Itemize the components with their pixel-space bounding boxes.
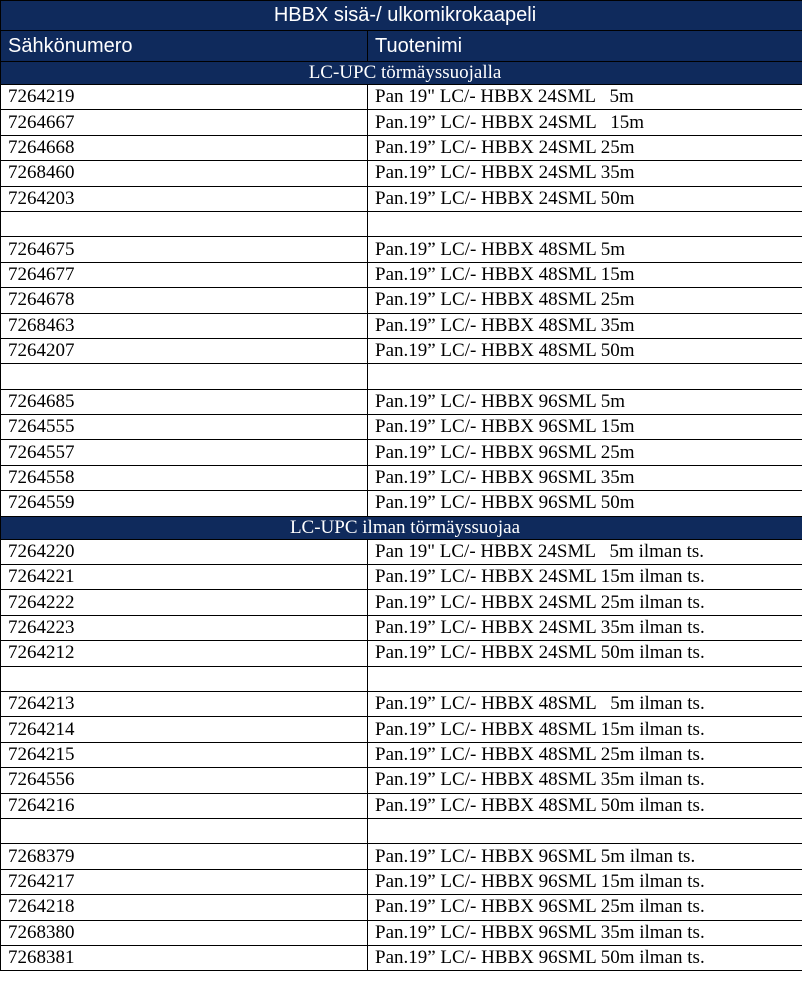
table-row — [1, 945, 802, 970]
tuotenimi-cell: Pan.19” LC/- HBBX 96SML 35m ilman ts. — [368, 920, 802, 945]
sahkonumero-cell: 7264555 — [1, 415, 368, 440]
tuotenimi-cell: Pan.19” LC/- HBBX 96SML 50m — [368, 491, 802, 516]
table-row — [1, 844, 802, 869]
table-row — [1, 920, 802, 945]
tuotenimi-cell: Pan.19” LC/- HBBX 96SML 5m ilman ts. — [368, 844, 802, 869]
table-row — [1, 615, 802, 640]
table-row — [1, 895, 802, 920]
tuotenimi-cell: Pan.19” LC/- HBBX 24SML 15m ilman ts. — [368, 565, 802, 590]
table-row — [1, 539, 802, 564]
sahkonumero-cell: 7264222 — [1, 590, 368, 615]
section-header-row — [1, 62, 802, 85]
table-row — [1, 768, 802, 793]
table-row — [1, 590, 802, 615]
tuotenimi-cell: Pan 19" LC/- HBBX 24SML 5m — [368, 85, 802, 110]
tuotenimi-cell: Pan.19” LC/- HBBX 24SML 35m — [368, 161, 802, 186]
section-header-row — [1, 516, 802, 539]
tuotenimi-cell: Pan.19” LC/- HBBX 96SML 35m — [368, 465, 802, 490]
section-title: LC-UPC ilman törmäyssuojaa — [1, 516, 802, 539]
tuotenimi-cell: Pan.19” LC/- HBBX 24SML 50m ilman ts. — [368, 641, 802, 666]
tuotenimi-cell: Pan 19" LC/- HBBX 24SML 5m ilman ts. — [368, 539, 802, 564]
table-row — [1, 717, 802, 742]
tuotenimi-cell: Pan.19” LC/- HBBX 24SML 25m ilman ts. — [368, 590, 802, 615]
table-row — [1, 641, 802, 666]
table-row — [1, 691, 802, 716]
blank-row — [1, 211, 802, 236]
tuotenimi-cell: Pan.19” LC/- HBBX 24SML 50m — [368, 186, 802, 211]
title-row — [1, 1, 802, 31]
sahkonumero-cell: 7264223 — [1, 615, 368, 640]
sahkonumero-cell: 7264221 — [1, 565, 368, 590]
blank-row — [1, 818, 802, 843]
tuotenimi-cell: Pan.19” LC/- HBBX 48SML 25m ilman ts. — [368, 742, 802, 767]
table-row — [1, 186, 802, 211]
blank-row — [1, 666, 802, 691]
sahkonumero-cell — [1, 364, 368, 389]
sahkonumero-cell: 7264668 — [1, 135, 368, 160]
table-row — [1, 338, 802, 363]
table-row — [1, 869, 802, 894]
sahkonumero-cell: 7268379 — [1, 844, 368, 869]
tuotenimi-cell: Pan.19” LC/- HBBX 24SML 15m — [368, 110, 802, 135]
sahkonumero-cell — [1, 818, 368, 843]
sahkonumero-cell: 7264213 — [1, 691, 368, 716]
tuotenimi-cell: Pan.19” LC/- HBBX 24SML 25m — [368, 135, 802, 160]
sahkonumero-cell: 7264219 — [1, 85, 368, 110]
table-row — [1, 742, 802, 767]
tuotenimi-cell: Pan.19” LC/- HBBX 48SML 35m — [368, 313, 802, 338]
tuotenimi-cell: Pan.19” LC/- HBBX 48SML 5m ilman ts. — [368, 691, 802, 716]
tuotenimi-cell — [368, 211, 802, 236]
sahkonumero-cell: 7264203 — [1, 186, 368, 211]
header-sahkonumero: Sähkönumero — [1, 31, 368, 62]
tuotenimi-cell: Pan.19” LC/- HBBX 96SML 25m ilman ts. — [368, 895, 802, 920]
tuotenimi-cell: Pan.19” LC/- HBBX 48SML 50m — [368, 338, 802, 363]
table-row — [1, 85, 802, 110]
table-row — [1, 135, 802, 160]
table-row — [1, 313, 802, 338]
tuotenimi-cell: Pan.19” LC/- HBBX 48SML 5m — [368, 237, 802, 262]
table-row — [1, 389, 802, 414]
table-row — [1, 262, 802, 287]
sahkonumero-cell — [1, 666, 368, 691]
sahkonumero-cell — [1, 211, 368, 236]
sahkonumero-cell: 7268463 — [1, 313, 368, 338]
sahkonumero-cell: 7264207 — [1, 338, 368, 363]
tuotenimi-cell: Pan.19” LC/- HBBX 48SML 35m ilman ts. — [368, 768, 802, 793]
tuotenimi-cell: Pan.19” LC/- HBBX 96SML 15m — [368, 415, 802, 440]
sahkonumero-cell: 7264677 — [1, 262, 368, 287]
blank-row — [1, 364, 802, 389]
sahkonumero-cell: 7268380 — [1, 920, 368, 945]
table-row — [1, 237, 802, 262]
header-tuotenimi: Tuotenimi — [368, 31, 802, 62]
sahkonumero-cell: 7264678 — [1, 288, 368, 313]
tuotenimi-cell — [368, 818, 802, 843]
tuotenimi-cell: Pan.19” LC/- HBBX 96SML 15m ilman ts. — [368, 869, 802, 894]
sahkonumero-cell: 7264559 — [1, 491, 368, 516]
table-row — [1, 465, 802, 490]
sahkonumero-cell: 7264558 — [1, 465, 368, 490]
table-row — [1, 491, 802, 516]
table-row — [1, 565, 802, 590]
header-row — [1, 31, 802, 62]
table-row — [1, 110, 802, 135]
tuotenimi-cell: Pan.19” LC/- HBBX 48SML 15m ilman ts. — [368, 717, 802, 742]
table-row — [1, 288, 802, 313]
sahkonumero-cell: 7264218 — [1, 895, 368, 920]
tuotenimi-cell: Pan.19” LC/- HBBX 48SML 50m ilman ts. — [368, 793, 802, 818]
sahkonumero-cell: 7264216 — [1, 793, 368, 818]
section-title: LC-UPC törmäyssuojalla — [1, 62, 802, 85]
tuotenimi-cell — [368, 364, 802, 389]
table-row — [1, 440, 802, 465]
table-row — [1, 415, 802, 440]
sahkonumero-cell: 7264557 — [1, 440, 368, 465]
tuotenimi-cell: Pan.19” LC/- HBBX 96SML 25m — [368, 440, 802, 465]
sahkonumero-cell: 7264217 — [1, 869, 368, 894]
tuotenimi-cell: Pan.19” LC/- HBBX 24SML 35m ilman ts. — [368, 615, 802, 640]
sahkonumero-cell: 7268381 — [1, 945, 368, 970]
sahkonumero-cell: 7264220 — [1, 539, 368, 564]
tuotenimi-cell: Pan.19” LC/- HBBX 48SML 25m — [368, 288, 802, 313]
sahkonumero-cell: 7268460 — [1, 161, 368, 186]
tuotenimi-cell: Pan.19” LC/- HBBX 48SML 15m — [368, 262, 802, 287]
table-row — [1, 161, 802, 186]
sahkonumero-cell: 7264667 — [1, 110, 368, 135]
sahkonumero-cell: 7264214 — [1, 717, 368, 742]
tuotenimi-cell: Pan.19” LC/- HBBX 96SML 50m ilman ts. — [368, 945, 802, 970]
sahkonumero-cell: 7264556 — [1, 768, 368, 793]
sahkonumero-cell: 7264675 — [1, 237, 368, 262]
sahkonumero-cell: 7264212 — [1, 641, 368, 666]
tuotenimi-cell — [368, 666, 802, 691]
table-row — [1, 793, 802, 818]
table-title: HBBX sisä-/ ulkomikrokaapeli — [1, 1, 802, 31]
tuotenimi-cell: Pan.19” LC/- HBBX 96SML 5m — [368, 389, 802, 414]
sahkonumero-cell: 7264215 — [1, 742, 368, 767]
sahkonumero-cell: 7264685 — [1, 389, 368, 414]
